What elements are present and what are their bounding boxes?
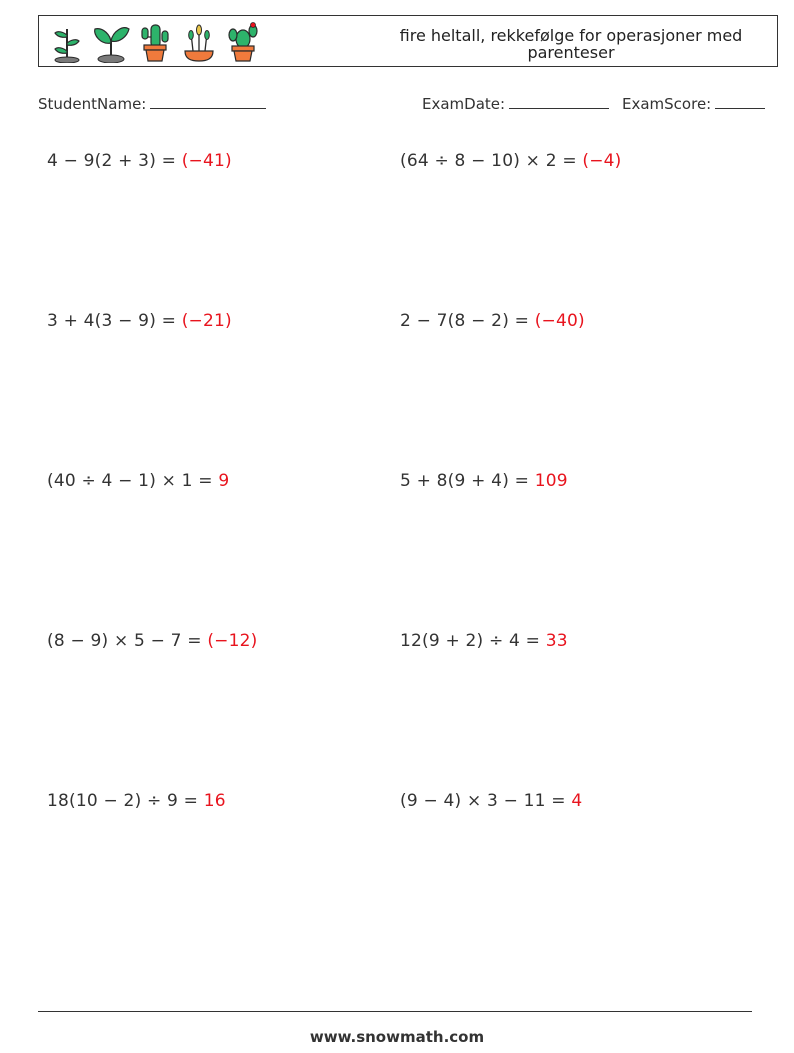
student-name-blank[interactable]	[150, 94, 266, 109]
problem-4	[400, 311, 585, 331]
problem-10	[400, 791, 582, 811]
problem-expression: (64 ÷ 8 − 10) × 2 =	[400, 151, 583, 171]
problem-1	[47, 151, 232, 171]
problem-expression: 5 + 8(9 + 4) =	[400, 471, 535, 491]
problem-expression: (40 ÷ 4 − 1) × 1 =	[47, 471, 219, 491]
problem-9	[47, 791, 226, 811]
exam-score-field	[622, 94, 765, 113]
problem-answer: (−4)	[582, 151, 622, 171]
worksheet-header	[38, 15, 778, 67]
problem-expression: 18(10 − 2) ÷ 9 =	[47, 791, 204, 811]
exam-date-field	[422, 94, 609, 113]
problem-2	[400, 151, 622, 171]
flowering-cactus-icon	[223, 21, 263, 63]
problem-answer: 33	[545, 631, 568, 651]
problem-3	[47, 311, 232, 331]
problem-expression: (8 − 9) × 5 − 7 =	[47, 631, 208, 651]
exam-score-label: ExamScore:	[622, 95, 712, 113]
problem-8	[400, 631, 568, 651]
student-name-label: StudentName:	[38, 95, 147, 113]
plant-icons	[47, 21, 263, 63]
problem-answer: 9	[218, 471, 230, 491]
problem-answer: (−41)	[181, 151, 232, 171]
problem-expression: 12(9 + 2) ÷ 4 =	[400, 631, 546, 651]
problem-expression: (9 − 4) × 3 − 11 =	[400, 791, 572, 811]
footer-divider	[38, 1011, 752, 1012]
sprout-icon	[47, 21, 87, 63]
problem-7	[47, 631, 257, 651]
problem-answer: 4	[571, 791, 583, 811]
wheat-pot-icon	[179, 21, 219, 63]
problem-5	[47, 471, 229, 491]
problem-6	[400, 471, 568, 491]
seedling-icon	[91, 21, 131, 63]
problem-answer: (−12)	[207, 631, 258, 651]
exam-date-label: ExamDate:	[422, 95, 506, 113]
problem-answer: (−21)	[181, 311, 232, 331]
exam-date-blank[interactable]	[509, 94, 609, 109]
student-name-field	[38, 94, 266, 113]
footer-site: www.snowmath.com	[309, 1028, 485, 1046]
exam-score-blank[interactable]	[715, 94, 765, 109]
cactus-pot-icon	[135, 21, 175, 63]
worksheet-title: fire heltall, rekkefølge for operasjoner med parenteser	[399, 26, 743, 62]
problem-expression: 2 − 7(8 − 2) =	[400, 311, 535, 331]
problem-expression: 3 + 4(3 − 9) =	[47, 311, 182, 331]
problem-expression: 4 − 9(2 + 3) =	[47, 151, 182, 171]
problem-answer: (−40)	[534, 311, 585, 331]
problem-answer: 109	[534, 471, 568, 491]
problem-answer: 16	[203, 791, 226, 811]
